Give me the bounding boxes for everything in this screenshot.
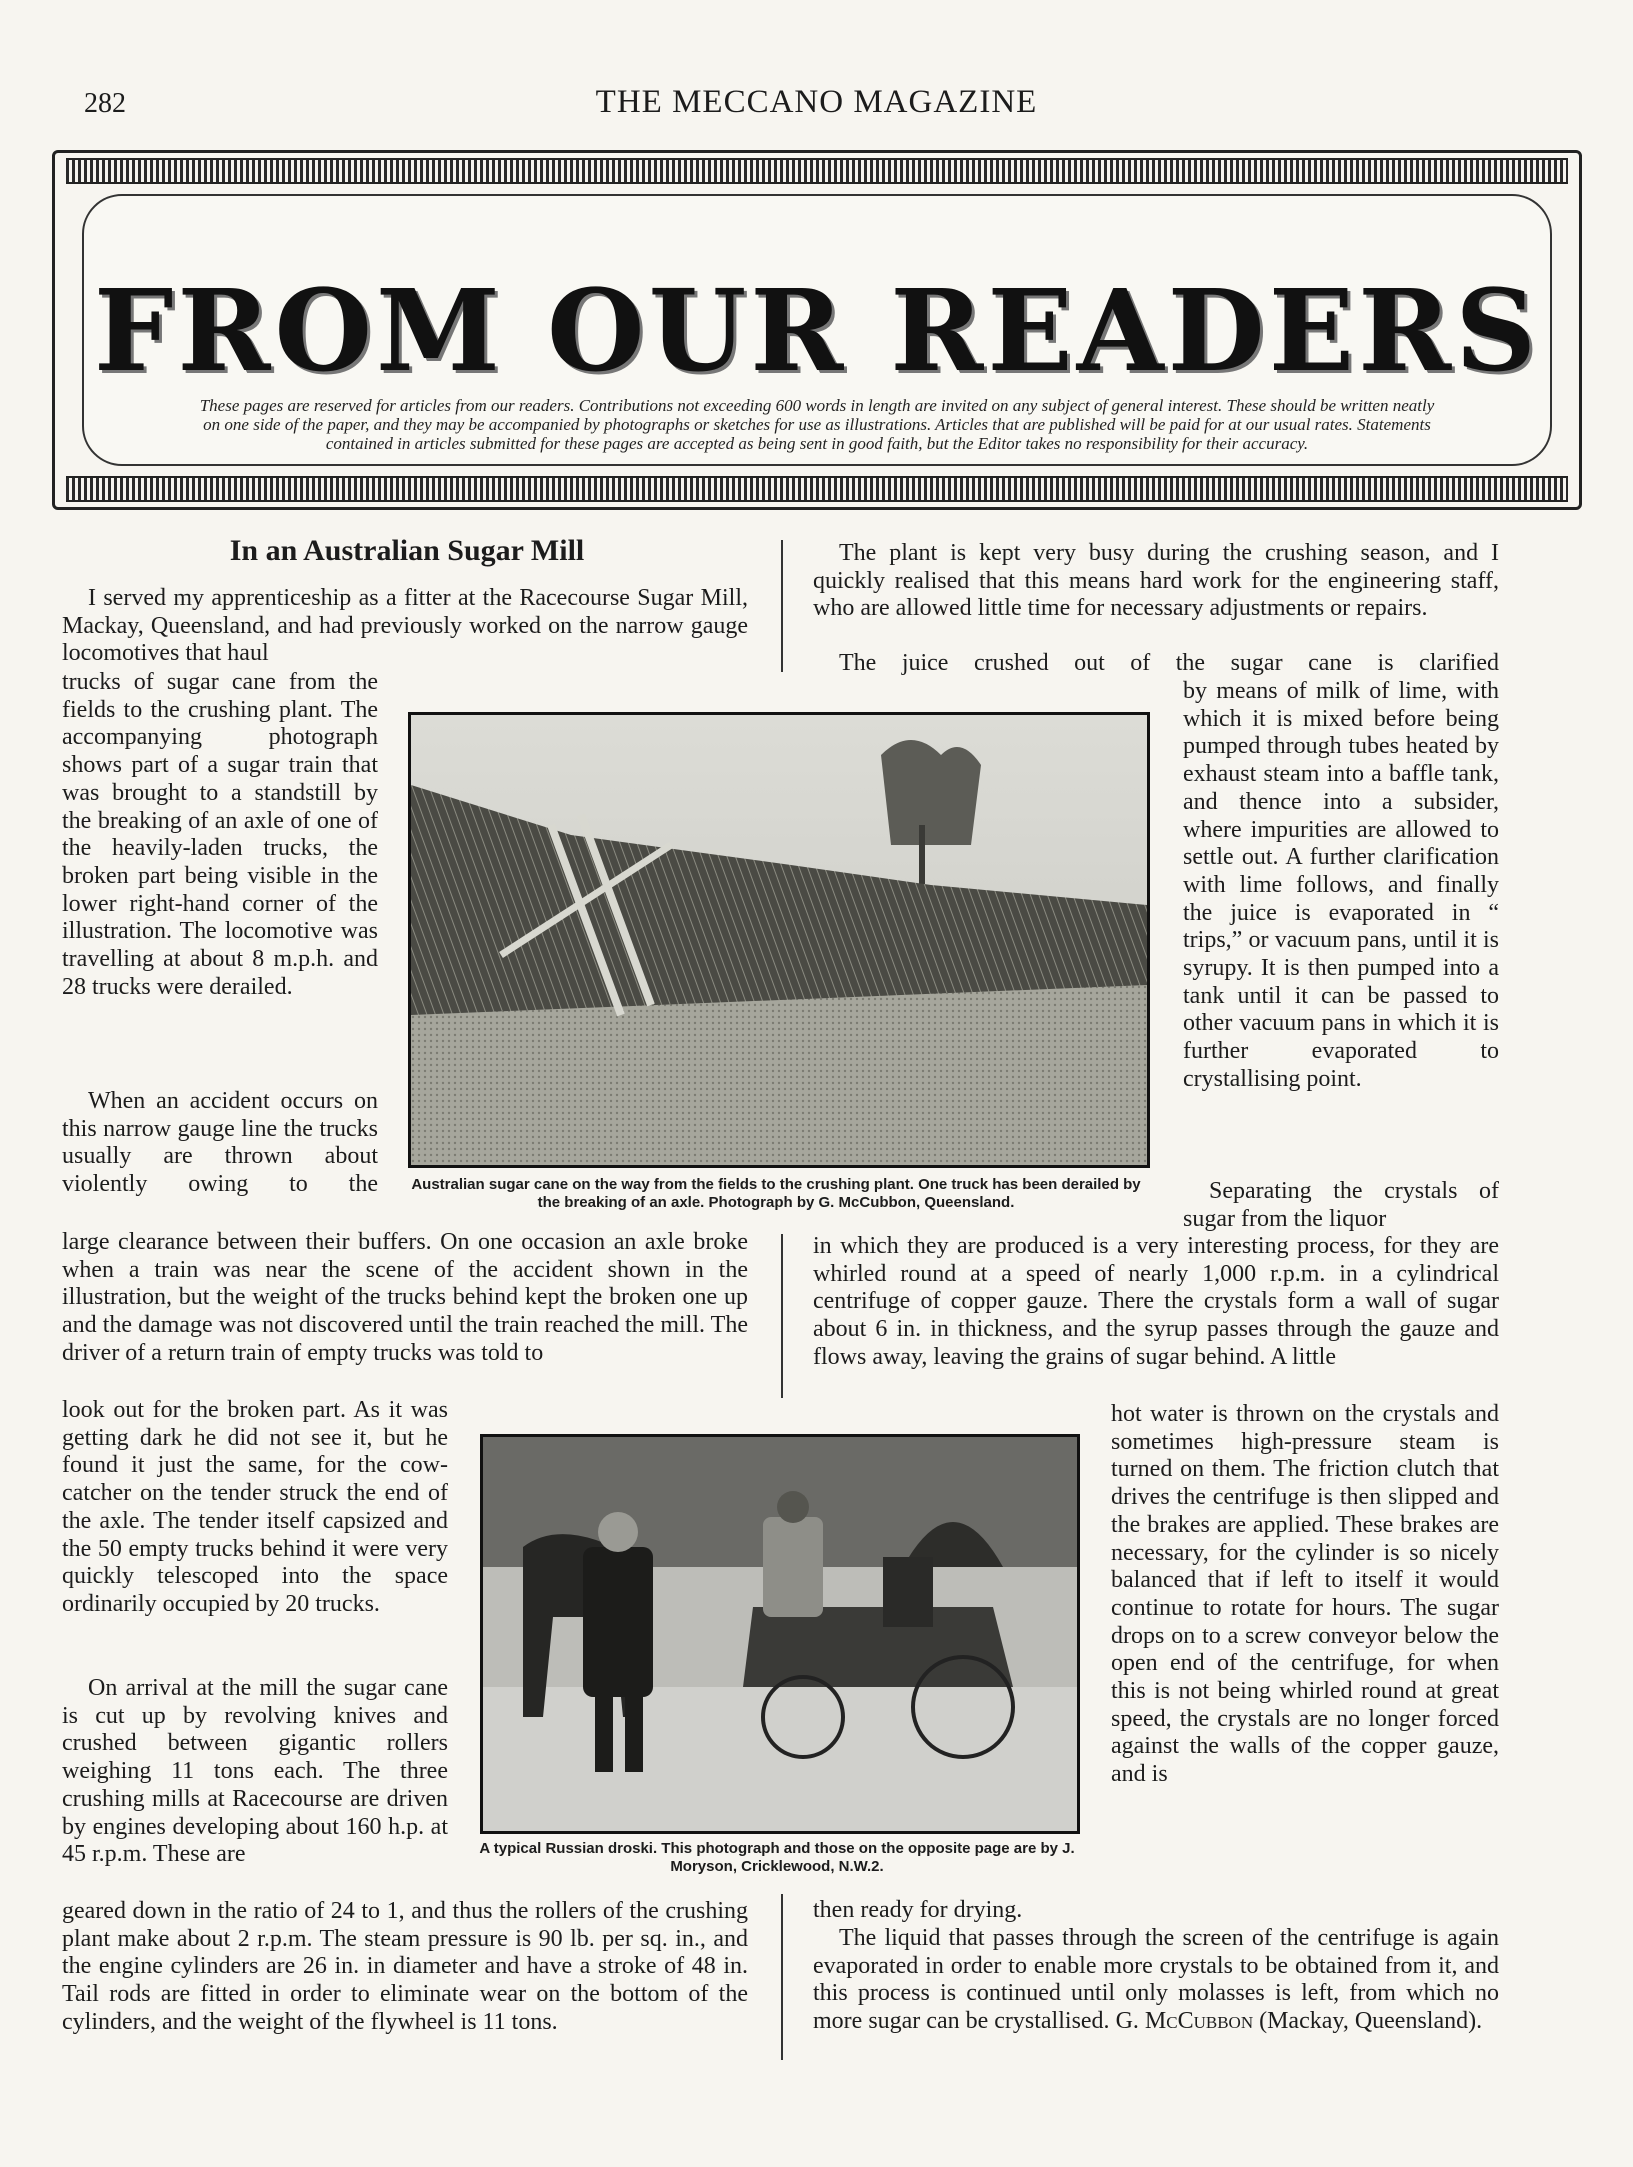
masthead-banner [52,150,1582,510]
author-location: (Mackay, Queensland). [1259,2008,1483,2035]
column-divider [781,540,783,672]
photo-illustration [483,1437,1077,1831]
banner-rule-bottom [66,476,1568,502]
banner-title: FROM OUR READERS [93,266,1541,397]
paragraph-juice-narrow: by means of milk of lime, with which it is mixed before being pumped through tubes heated by exhaust steam into a baffle tank, and thence into a subsider, where impurities are allowed to settle out. A further clarification with lime follows, and finally the juice is evaporated in “ trips,” or vacuum pans, until it is syrupy. It is then pumped into a tank until it can be passed to other vacuum pans in which it is further evaporated to crystallising point. [1183,678,1499,1092]
paragraph-accident-narrow-2: look out for the broken part. As it was getting dark he did not see it, but he found it just the same, for the cow-catcher on the tender struck the end of the axle. The tender itself capsized and the 50 empty trucks behind it were very quickly telescoped into the space ordinarily occupied by 20 trucks. [62,1397,448,1617]
paragraph-accident-narrow: When an accident occurs on this narrow gauge line the trucks usually are thrown about violently owing to the [62,1088,378,1198]
figure-caption: A typical Russian droski. This photograph and those on the opposite page are by J. Moryson, Cricklewood, N.W.2. [479,1840,1075,1875]
paragraph-accident-wide: large clearance between their buffers. On one occasion an axle broke when a train was near the scene of the accident shown in the illustration, but the weight of the trucks behind kept the broken one up and the damage was not discovered until the train reached the mill. The driver of a return train of empty trucks was told to [62,1229,748,1366]
photo-russian-droski [480,1434,1080,1834]
paragraph-intro-wide: I served my apprenticeship as a fitter at the Racecourse Sugar Mill, Mackay, Queensland, and had previously worked on the narrow gauge locomotives that haul [62,585,748,667]
paragraph-crystals-narrow-2: hot water is thrown on the crystals and sometimes high-pressure steam is turned on them. The friction clutch that drives the centrifuge is then slipped and the brakes are applied. These brakes are necessary, for the cylinder is so nicely balanced that if left to itself it would continue to rotate for hours. The sugar drops on to a screw conveyor below the open end of the centrifuge, for when this is not being whirled round at great speed, the crystals are no longer forced against the walls of the copper gauze, and is [1111,1401,1499,1788]
running-title: THE MECCANO MAGAZINE [595,84,1038,120]
paragraph-plant-wide: The plant is kept very busy during the crushing season, and I quickly realised that this means hard work for the engineering staff, who are allowed little time for necessary adjustments or repairs. [813,540,1499,622]
paragraph-juice-first: The juice crushed out of the sugar cane is clarified [839,650,1499,676]
column-divider [781,1894,783,2060]
photo-sugar-cane-train [408,712,1150,1168]
column-divider [781,1234,783,1398]
paragraph-crystals-narrow: Separating the crystals of sugar from the liquor [1183,1178,1499,1232]
photo-illustration [411,715,1147,1165]
figure-caption: Australian sugar cane on the way from the fields to the crushing plant. One truck has been derailed by the breaking of an axle. Photograph by G. McCubbon, Queensland. [411,1176,1141,1211]
banner-rule-top [66,158,1568,184]
author-name: G. McCubbon [1115,2008,1254,2035]
paragraph-mill-narrow: On arrival at the mill the sugar cane is cut up by revolving knives and crushed between gigantic rollers weighing 11 tons each. The three crushing mills at Racecourse are driven by engines developing about 160 h.p. at 45 r.p.m. These are [62,1675,448,1868]
article-title: In an Australian Sugar Mill [229,534,585,567]
paragraph-liquid-text: The liquid that passes through the screen of the centrifuge is again evaporated in order to enable more crystals to be obtained from it, and this process is continued until only molasses is left, from which no more sugar can be crystallised. [813,1925,1499,2035]
paragraph-intro-narrow: trucks of sugar cane from the fields to the crushing plant. The accompanying photograph shows part of a sugar train that was brought to a standstill by the breaking of an axle of one of the heavily-laden trucks, the broken part being visible in the lower right-hand corner of the illustration. The locomotive was travelling at about 8 m.p.h. and 28 trucks were derailed. [62,669,378,1000]
paragraph-mill-wide: geared down in the ratio of 24 to 1, and thus the rollers of the crushing plant make about 2 r.p.m. The steam pressure is 90 lb. per sq. in., and the engine cylinders are 26 in. in diameter and have a stroke of 48 in. Tail rods are fitted in order to eliminate wear on the bottom of the cylinders, and the weight of the flywheel is 11 tons. [62,1898,748,2035]
banner-panel [82,194,1552,466]
page-number: 282 [84,88,126,119]
paragraph-crystals-wide: in which they are produced is a very interesting process, for they are whirled round at a speed of nearly 1,000 r.p.m. in a cylindrical centrifuge of copper gauze. There the crystals form a wall of sugar about 6 in. in thickness, and the syrup passes through the gauze and flows away, leaving the grains of sugar behind. A little [813,1233,1499,1370]
banner-notice: These pages are reserved for articles from our readers. Contributions not exceeding 600 words in length are invited on any subject of general interest. These should be written neatly on one side of the paper, and they may be accompanied by photographs or sketches for use as illustrations. Articles that are published will be paid for at our usual rates. Statements contained in articles submitted for these pages are accepted as being sent in good faith, but the Editor takes no responsibility for their accuracy. [199,396,1435,453]
paragraph-crystals-end: then ready for drying. [813,1897,1023,1923]
paragraph-liquid-wide [813,1925,1499,2036]
